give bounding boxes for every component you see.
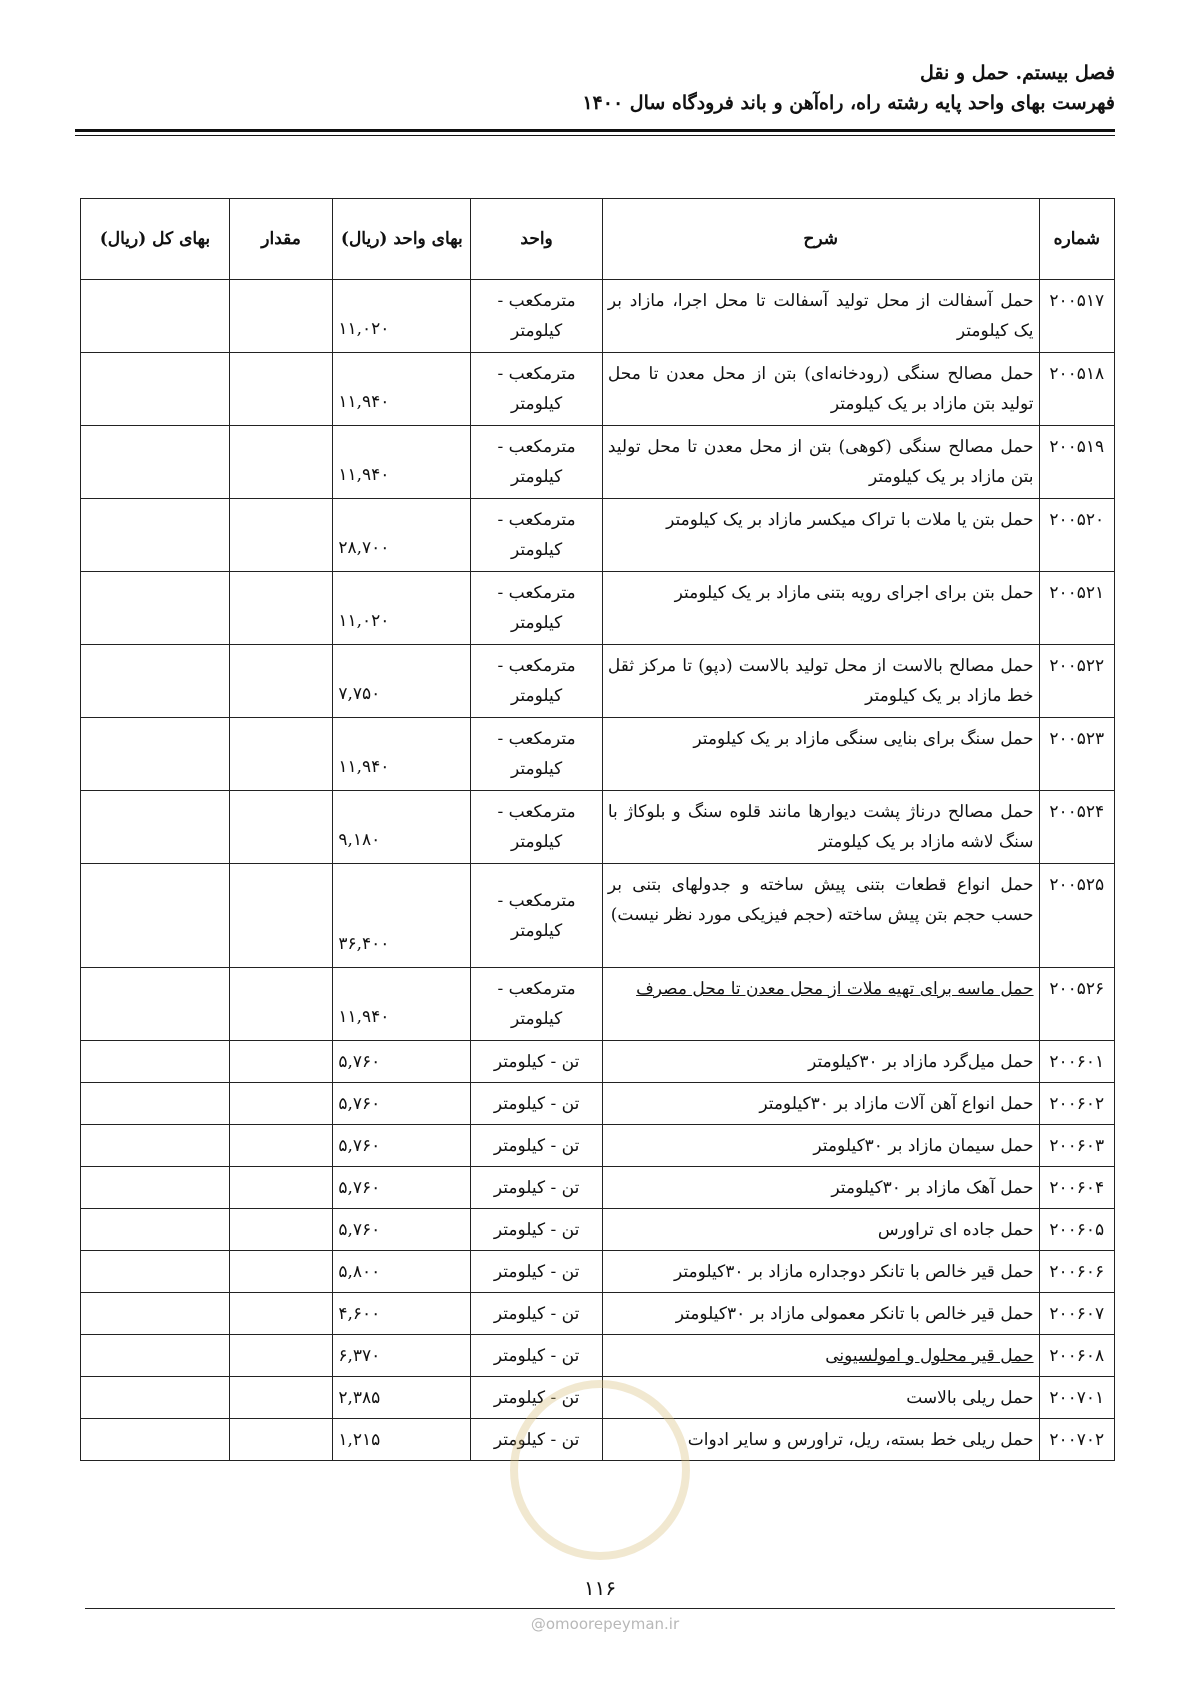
table-row bbox=[81, 280, 1115, 353]
table-row bbox=[81, 1041, 1115, 1083]
row-unit: مترمکعب - کیلومتر bbox=[471, 791, 603, 864]
row-quantity bbox=[229, 426, 333, 499]
row-total-price bbox=[81, 1377, 230, 1419]
row-number: ۲۰۰۶۰۸ bbox=[1039, 1335, 1114, 1377]
col-header-total-price: بهای کل (ریال) bbox=[81, 199, 230, 280]
row-unit-price: ۴,۶۰۰ bbox=[333, 1293, 471, 1335]
watermark-text: @omoorepeyman.ir bbox=[530, 1615, 680, 1633]
row-unit: مترمکعب - کیلومتر bbox=[471, 645, 603, 718]
page-number: ۱۱۶ bbox=[583, 1576, 617, 1600]
row-unit: تن - کیلومتر bbox=[471, 1167, 603, 1209]
row-number: ۲۰۰۶۰۲ bbox=[1039, 1083, 1114, 1125]
row-unit: تن - کیلومتر bbox=[471, 1293, 603, 1335]
row-description: حمل سیمان مازاد بر ۳۰کیلومتر bbox=[602, 1125, 1039, 1167]
watermark-seal-icon bbox=[510, 1380, 690, 1560]
row-description: حمل سنگ برای بنایی سنگی مازاد بر یک کیلومتر bbox=[602, 718, 1039, 791]
row-number: ۲۰۰۷۰۱ bbox=[1039, 1377, 1114, 1419]
row-number: ۲۰۰۶۰۴ bbox=[1039, 1167, 1114, 1209]
row-number: ۲۰۰۵۲۵ bbox=[1039, 864, 1114, 968]
row-unit: تن - کیلومتر bbox=[471, 1209, 603, 1251]
row-quantity bbox=[229, 280, 333, 353]
row-unit-price: ۳۶,۴۰۰ bbox=[333, 864, 471, 968]
table-row bbox=[81, 1167, 1115, 1209]
row-total-price bbox=[81, 1125, 230, 1167]
row-number: ۲۰۰۵۱۸ bbox=[1039, 353, 1114, 426]
row-unit: تن - کیلومتر bbox=[471, 1083, 603, 1125]
row-quantity bbox=[229, 1419, 333, 1461]
col-header-description: شرح bbox=[602, 199, 1039, 280]
row-quantity bbox=[229, 499, 333, 572]
col-header-unit: واحد bbox=[471, 199, 603, 280]
row-description: حمل مصالح سنگی (کوهی) بتن از محل معدن تا محل تولید بتن مازاد بر یک کیلومتر bbox=[602, 426, 1039, 499]
row-unit-price: ۱۱,۹۴۰ bbox=[333, 426, 471, 499]
table-header-row bbox=[81, 199, 1115, 280]
table-row bbox=[81, 968, 1115, 1041]
document-subtitle: فهرست بهای واحد پایه رشته راه، راه‌آهن و باند فرودگاه سال ۱۴۰۰ bbox=[582, 92, 1115, 114]
row-total-price bbox=[81, 280, 230, 353]
row-total-price bbox=[81, 1251, 230, 1293]
row-total-price bbox=[81, 1419, 230, 1461]
table-row bbox=[81, 1335, 1115, 1377]
row-description: حمل انواع قطعات بتنی پیش ساخته و جدولهای بتنی بر حسب حجم بتن پیش ساخته (حجم فیزیکی مورد نظر نیست) bbox=[602, 864, 1039, 968]
row-unit: مترمکعب - کیلومتر bbox=[471, 864, 603, 968]
row-total-price bbox=[81, 864, 230, 968]
row-number: ۲۰۰۵۲۲ bbox=[1039, 645, 1114, 718]
row-unit: مترمکعب - کیلومتر bbox=[471, 426, 603, 499]
row-unit-price: ۱۱,۰۲۰ bbox=[333, 572, 471, 645]
row-description: حمل بتن یا ملات با تراک میکسر مازاد بر یک کیلومتر bbox=[602, 499, 1039, 572]
row-total-price bbox=[81, 1083, 230, 1125]
row-total-price bbox=[81, 1041, 230, 1083]
row-unit: تن - کیلومتر bbox=[471, 1125, 603, 1167]
row-unit-price: ۱۱,۰۲۰ bbox=[333, 280, 471, 353]
col-header-number: شماره bbox=[1039, 199, 1114, 280]
row-unit-price: ۲۸,۷۰۰ bbox=[333, 499, 471, 572]
row-quantity bbox=[229, 1083, 333, 1125]
row-unit-price: ۵,۷۶۰ bbox=[333, 1209, 471, 1251]
row-unit-price: ۵,۷۶۰ bbox=[333, 1041, 471, 1083]
table-row bbox=[81, 499, 1115, 572]
row-unit-price: ۵,۷۶۰ bbox=[333, 1125, 471, 1167]
row-unit: تن - کیلومتر bbox=[471, 1377, 603, 1419]
header-rule-thin bbox=[75, 135, 1115, 136]
row-number: ۲۰۰۵۲۱ bbox=[1039, 572, 1114, 645]
row-description: حمل انواع آهن آلات مازاد بر ۳۰کیلومتر bbox=[602, 1083, 1039, 1125]
row-quantity bbox=[229, 572, 333, 645]
table-row bbox=[81, 1083, 1115, 1125]
row-description: حمل مصالح بالاست از محل تولید بالاست (دپو) تا مرکز ثقل خط مازاد بر یک کیلومتر bbox=[602, 645, 1039, 718]
row-unit: مترمکعب - کیلومتر bbox=[471, 353, 603, 426]
row-description: حمل ماسه برای تهیه ملات از محل معدن تا محل مصرف bbox=[602, 968, 1039, 1041]
price-list-table bbox=[80, 198, 1115, 1461]
row-quantity bbox=[229, 968, 333, 1041]
row-quantity bbox=[229, 1335, 333, 1377]
row-unit: تن - کیلومتر bbox=[471, 1335, 603, 1377]
row-unit-price: ۵,۷۶۰ bbox=[333, 1167, 471, 1209]
row-quantity bbox=[229, 718, 333, 791]
row-description: حمل آهک مازاد بر ۳۰کیلومتر bbox=[602, 1167, 1039, 1209]
table-body bbox=[81, 280, 1115, 1461]
table-row bbox=[81, 864, 1115, 968]
row-unit-price: ۱۱,۹۴۰ bbox=[333, 353, 471, 426]
row-total-price bbox=[81, 718, 230, 791]
row-quantity bbox=[229, 353, 333, 426]
row-quantity bbox=[229, 1251, 333, 1293]
row-description: حمل مصالح سنگی (رودخانه‌ای) بتن از محل معدن تا محل تولید بتن مازاد بر یک کیلومتر bbox=[602, 353, 1039, 426]
row-number: ۲۰۰۶۰۱ bbox=[1039, 1041, 1114, 1083]
row-total-price bbox=[81, 791, 230, 864]
row-description: حمل مصالح درناژ پشت دیوارها مانند قلوه سنگ و بلوکاژ با سنگ لاشه مازاد بر یک کیلومتر bbox=[602, 791, 1039, 864]
row-total-price bbox=[81, 499, 230, 572]
table-row bbox=[81, 426, 1115, 499]
row-number: ۲۰۰۶۰۶ bbox=[1039, 1251, 1114, 1293]
row-number: ۲۰۰۵۲۳ bbox=[1039, 718, 1114, 791]
row-number: ۲۰۰۵۲۶ bbox=[1039, 968, 1114, 1041]
row-total-price bbox=[81, 353, 230, 426]
row-total-price bbox=[81, 572, 230, 645]
row-quantity bbox=[229, 645, 333, 718]
row-quantity bbox=[229, 1209, 333, 1251]
table-row bbox=[81, 1209, 1115, 1251]
row-total-price bbox=[81, 1335, 230, 1377]
row-description: حمل ریلی بالاست bbox=[602, 1377, 1039, 1419]
row-unit-price: ۲,۳۸۵ bbox=[333, 1377, 471, 1419]
row-number: ۲۰۰۵۱۷ bbox=[1039, 280, 1114, 353]
row-unit-price: ۱,۲۱۵ bbox=[333, 1419, 471, 1461]
row-description: حمل قیر خالص با تانکر معمولی مازاد بر ۳۰کیلومتر bbox=[602, 1293, 1039, 1335]
row-description: حمل میل‌گرد مازاد بر ۳۰کیلومتر bbox=[602, 1041, 1039, 1083]
row-total-price bbox=[81, 645, 230, 718]
row-unit: تن - کیلومتر bbox=[471, 1251, 603, 1293]
row-quantity bbox=[229, 864, 333, 968]
table-row bbox=[81, 718, 1115, 791]
row-total-price bbox=[81, 1209, 230, 1251]
row-number: ۲۰۰۵۱۹ bbox=[1039, 426, 1114, 499]
table-row bbox=[81, 353, 1115, 426]
row-number: ۲۰۰۶۰۷ bbox=[1039, 1293, 1114, 1335]
row-unit-price: ۱۱,۹۴۰ bbox=[333, 718, 471, 791]
row-total-price bbox=[81, 968, 230, 1041]
table-row bbox=[81, 791, 1115, 864]
row-unit: مترمکعب - کیلومتر bbox=[471, 280, 603, 353]
row-description: حمل جاده ای تراورس bbox=[602, 1209, 1039, 1251]
row-unit: تن - کیلومتر bbox=[471, 1041, 603, 1083]
row-unit: مترمکعب - کیلومتر bbox=[471, 499, 603, 572]
row-quantity bbox=[229, 1377, 333, 1419]
row-unit-price: ۹,۱۸۰ bbox=[333, 791, 471, 864]
row-quantity bbox=[229, 1167, 333, 1209]
col-header-quantity: مقدار bbox=[229, 199, 333, 280]
row-quantity bbox=[229, 1125, 333, 1167]
footer-rule bbox=[85, 1608, 1115, 1609]
row-description: حمل قیر خالص با تانکر دوجداره مازاد بر ۳۰کیلومتر bbox=[602, 1251, 1039, 1293]
row-total-price bbox=[81, 426, 230, 499]
row-unit: مترمکعب - کیلومتر bbox=[471, 572, 603, 645]
col-header-unit-price: بهای واحد (ریال) bbox=[333, 199, 471, 280]
table-row bbox=[81, 572, 1115, 645]
row-unit: مترمکعب - کیلومتر bbox=[471, 968, 603, 1041]
page-header bbox=[75, 58, 1115, 118]
row-unit: مترمکعب - کیلومتر bbox=[471, 718, 603, 791]
table-row bbox=[81, 1251, 1115, 1293]
row-quantity bbox=[229, 791, 333, 864]
row-description: حمل آسفالت از محل تولید آسفالت تا محل اجرا، مازاد بر یک کیلومتر bbox=[602, 280, 1039, 353]
row-description: حمل قیر محلول و امولسیونی bbox=[602, 1335, 1039, 1377]
chapter-title: فصل بیستم. حمل و نقل bbox=[920, 62, 1115, 84]
row-total-price bbox=[81, 1293, 230, 1335]
table-row bbox=[81, 645, 1115, 718]
row-number: ۲۰۰۵۲۰ bbox=[1039, 499, 1114, 572]
row-description: حمل ریلی خط بسته، ریل، تراورس و سایر ادوات bbox=[602, 1419, 1039, 1461]
row-unit-price: ۵,۸۰۰ bbox=[333, 1251, 471, 1293]
row-quantity bbox=[229, 1293, 333, 1335]
row-number: ۲۰۰۷۰۲ bbox=[1039, 1419, 1114, 1461]
header-rule-thick bbox=[75, 129, 1115, 132]
row-unit-price: ۶,۳۷۰ bbox=[333, 1335, 471, 1377]
row-number: ۲۰۰۵۲۴ bbox=[1039, 791, 1114, 864]
row-quantity bbox=[229, 1041, 333, 1083]
row-unit-price: ۱۱,۹۴۰ bbox=[333, 968, 471, 1041]
row-unit: تن - کیلومتر bbox=[471, 1419, 603, 1461]
table-row bbox=[81, 1125, 1115, 1167]
row-description: حمل بتن برای اجرای رویه بتنی مازاد بر یک کیلومتر bbox=[602, 572, 1039, 645]
row-unit-price: ۷,۷۵۰ bbox=[333, 645, 471, 718]
row-number: ۲۰۰۶۰۳ bbox=[1039, 1125, 1114, 1167]
row-unit-price: ۵,۷۶۰ bbox=[333, 1083, 471, 1125]
row-number: ۲۰۰۶۰۵ bbox=[1039, 1209, 1114, 1251]
row-total-price bbox=[81, 1167, 230, 1209]
table-row bbox=[81, 1293, 1115, 1335]
